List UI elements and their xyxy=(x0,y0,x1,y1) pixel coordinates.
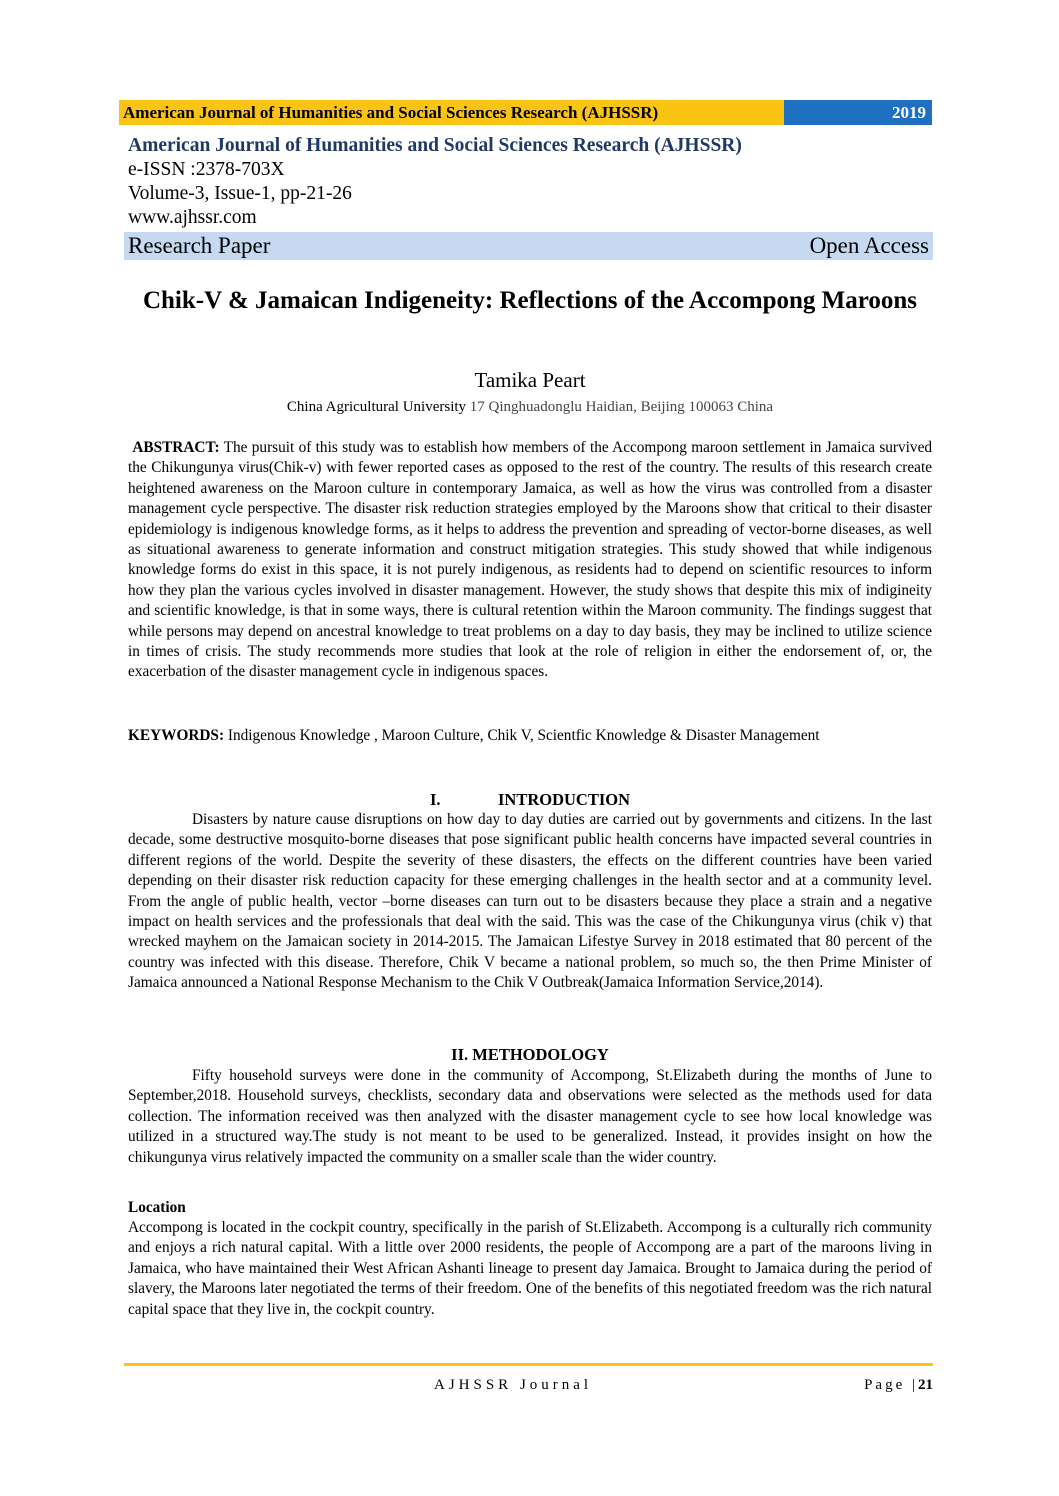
abstract-text: The pursuit of this study was to establish how members of the Accompong maroon settlement in Jamaica survived the Chikungunya virus(Chik-v) with fewer reported cases as opposed to the rest of the country. The results of this research create heightened awareness on the Maroon culture in contemporary Jamaica, as well as how the virus was controlled from a disaster management cycle perspective. The disaster risk reduction strategies employed by the Maroons show that critical to their disaster epidemiology is indigenous knowledge forms, as it helps to address the prevention and spreading of vector-borne diseases, as well as situational awareness to generate information and construct mitigation strategies. This study showed that while indigenous knowledge forms do exist in this space, it is not purely indigenous, as residents had to depend on scientific resources to inform how they plan the various cycles involved in disaster management. However, the study shows that despite this mix of indigineity and scientific knowledge, is that in some ways, there is cultural retention within the Maroon community. The findings suggest that while persons may depend on ancestral knowledge to treat problems on a day to day basis, they may be inclined to utilize science in times of crisis. The study recommends more studies that look at the role of religion in either the endorsement of, or, the exacerbation of the disaster management cycle in indigenous spaces. xyxy=(128,439,933,681)
methodology-heading: II. METHODOLOGY xyxy=(451,1045,609,1064)
running-header xyxy=(119,100,932,125)
abstract xyxy=(128,438,932,683)
header-journal-name: American Journal of Humanities and Social Sciences Research (AJHSSR) xyxy=(119,100,784,125)
paper-type-bar xyxy=(124,232,933,260)
abstract-label: ABSTRACT: xyxy=(132,439,220,456)
keywords-text: Indigenous Knowledge , Maroon Culture, Chik V, Scientfic Knowledge & Disaster Management xyxy=(224,727,820,744)
introduction-text: Disasters by nature cause disruptions on how day to day duties are carried out by governments and citizens. In the last decade, some destructive mosquito-borne diseases that pose significant public health concerns have impacted several countries in different regions of the world. Despite the severity of these disasters, the effects on the different countries have been varied depending on their disaster risk reduction capacity for these emerging challenges in the health sector and at a community level. From the angle of public health, vector –borne diseases can turn out to be disasters because they place a strain and a negative impact on health services and the professionals that deal with the said. This was the case of the Chikungunya virus (chik v) that wrecked mayhem on the Jamaican society in 2014-2015. The Jamaican Lifestye Survey in 2018 estimated that 80 percent of the country was infected with this disease. Therefore, Chik V became a national problem, so much so, the then Prime Minister of Jamaica announced a National Response Mechanism to the Chik V Outbreak(Jamaica Information Service,2014). xyxy=(128,811,932,992)
section-title: INTRODUCTION xyxy=(497,790,631,809)
volume-issue: Volume-3, Issue-1, pp-21-26 xyxy=(128,183,352,204)
header-year: 2019 xyxy=(784,100,932,125)
journal-website[interactable]: www.ajhssr.com xyxy=(128,207,257,228)
article-title: Chik-V & Jamaican Indigeneity: Reflections of the Accompong Maroons xyxy=(142,287,918,314)
page-number: 21 xyxy=(918,1377,933,1393)
footer-rule xyxy=(124,1363,933,1366)
section-number: I. xyxy=(429,790,441,809)
location-text: Accompong is located in the cockpit country, specifically in the parish of St.Elizabeth. Accompong is a culturally rich community and enjoys a rich natural capital. With a little over 2000 residents, the people of Accompong are a part of the maroons living in Jamaica, who have maintained their West African Ashanti lineage to present day Jamaica. Brought to Jamaica during the period of slavery, the Maroons later negotiated the terms of their freedom. One of the benefits of this negotiated freedom was the rich natural capital space that they live in, the cockpit country. xyxy=(128,1219,932,1318)
address: 17 Qinghuadonglu Haidian, Beijing 100063 China xyxy=(466,399,774,415)
keywords-label: KEYWORDS: xyxy=(128,727,225,744)
paper-type: Research Paper xyxy=(128,233,271,258)
institution: China Agricultural University xyxy=(286,399,467,415)
page-label: Page | xyxy=(864,1377,918,1393)
location-heading: Location xyxy=(128,1199,186,1216)
introduction-heading xyxy=(128,789,932,810)
author-name: Tamika Peart xyxy=(474,368,586,392)
footer-page xyxy=(864,1375,933,1395)
methodology-text: Fifty household surveys were done in the community of Accompong, St.Elizabeth during the months of June to September,2018. Household surveys, checklists, secondary data and observations were selected as the methods used for data collection. The information received was then analyzed with the disaster management cycle to see how local knowledge was utilized in a structured way.The study is not meant to be used to be generalized. Instead, it provides insight on how the chikungunya virus relatively impacted the community on a smaller scale than the wider country. xyxy=(128,1067,932,1166)
keywords xyxy=(128,726,932,746)
issn: e-ISSN :2378-703X xyxy=(128,159,285,180)
journal-info xyxy=(128,134,933,230)
access-type: Open Access xyxy=(809,233,929,258)
footer-journal: AJHSSR Journal xyxy=(434,1377,593,1393)
author-affiliation xyxy=(128,397,932,417)
journal-title: American Journal of Humanities and Social Sciences Research (AJHSSR) xyxy=(128,135,742,156)
